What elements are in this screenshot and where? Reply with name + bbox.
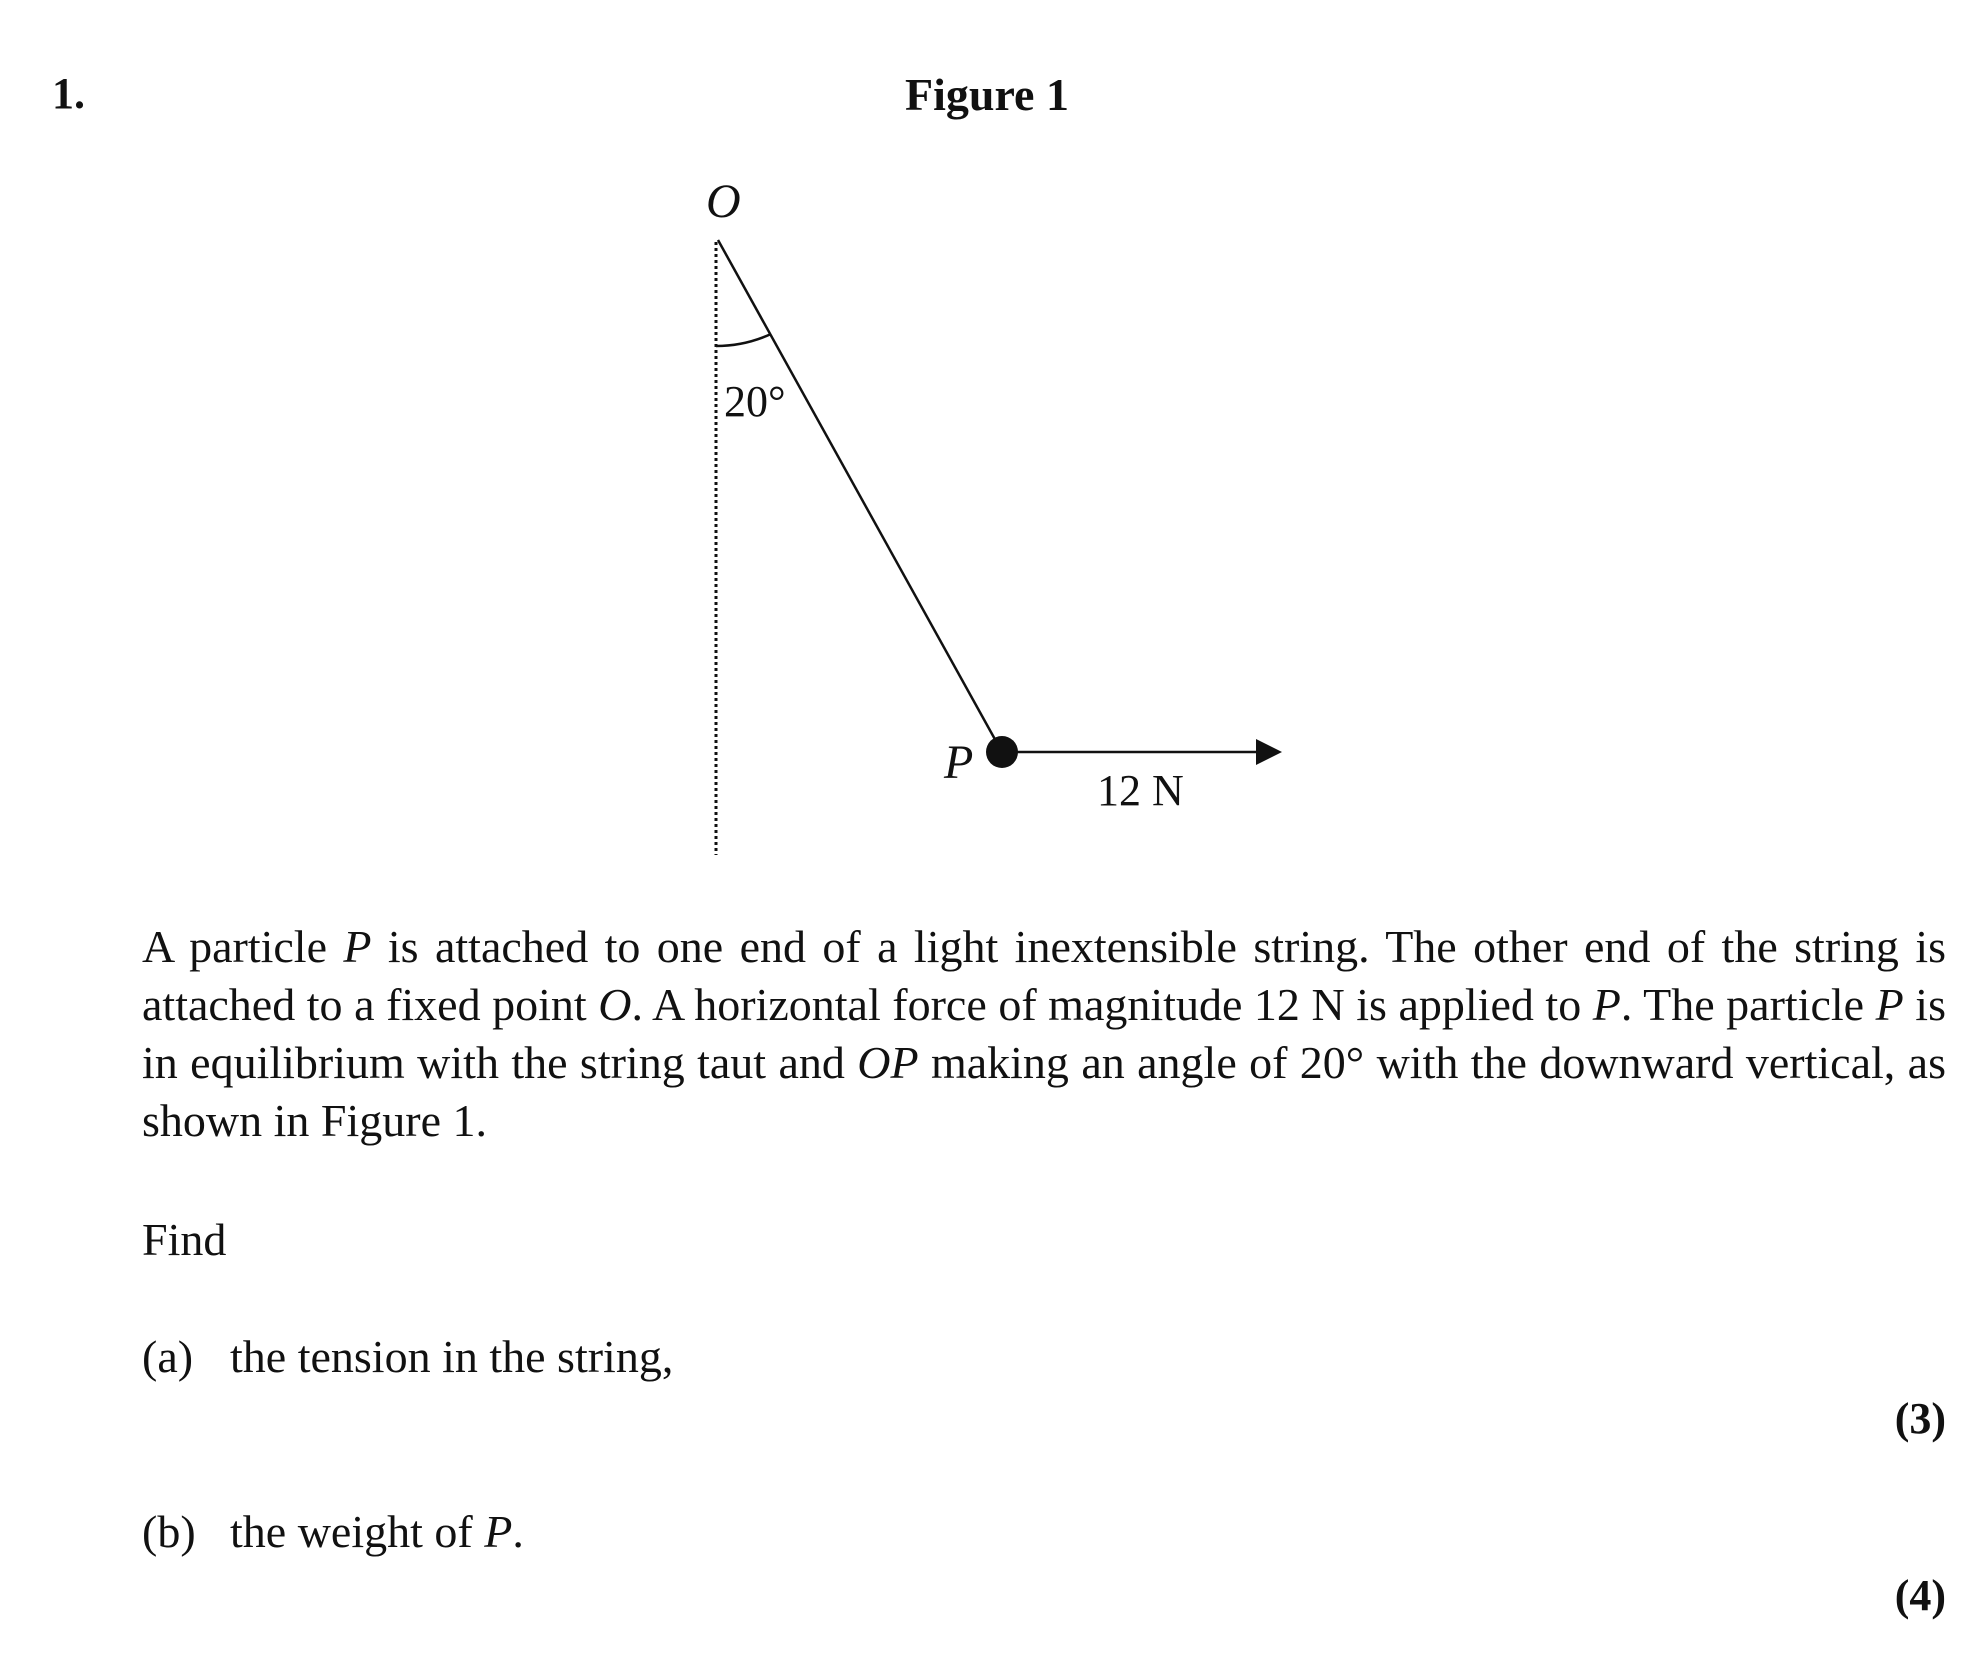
particle-p: [986, 736, 1018, 768]
label-p: P: [944, 736, 974, 789]
part-a: [142, 1330, 673, 1383]
part-a-marks: (3): [1894, 1394, 1946, 1443]
force-label: 12 N: [1097, 766, 1184, 815]
find-instruction: Find: [142, 1214, 227, 1265]
part-a-text: the tension in the string,: [230, 1331, 674, 1382]
figure-title: Figure 1: [905, 69, 1069, 120]
question-number: 1.: [52, 69, 85, 118]
part-b-end: .: [512, 1506, 524, 1557]
string-op: [718, 240, 1002, 752]
question-paragraph: A particle P is attached to one end of a light inextensible string. The other end of the string is attached to a fixed point O. A horizontal force of magnitude 12 N is applied to P. The particle P is in equilibrium with the string taut and OP making an angle of 20° with the downward vertical, as shown in Figure 1.: [142, 921, 1947, 1146]
part-b-label: (b): [142, 1506, 196, 1557]
angle-arc: [716, 334, 771, 346]
part-b: [142, 1505, 524, 1558]
label-o: O: [706, 175, 741, 228]
part-b-italic: P: [484, 1506, 513, 1557]
force-arrow-head: [1256, 739, 1282, 765]
angle-label: 20°: [724, 377, 786, 426]
part-b-marks: (4): [1894, 1571, 1946, 1620]
part-a-label: (a): [142, 1331, 194, 1382]
part-b-text: the weight of: [230, 1506, 485, 1557]
